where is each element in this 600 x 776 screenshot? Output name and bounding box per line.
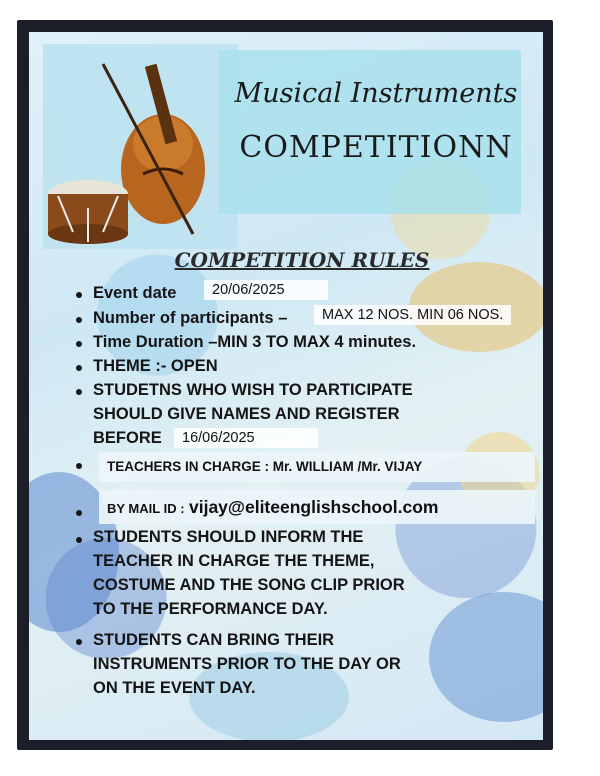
instruments-illustration	[43, 44, 238, 249]
poster-title-line2: COMPETITIONN	[239, 130, 513, 165]
participants-value: MAX 12 NOS. MIN 06 NOS.	[314, 305, 511, 325]
bring-line-1: STUDENTS CAN BRING THEIR	[93, 631, 335, 649]
bullet	[76, 537, 82, 543]
bullet	[76, 365, 82, 371]
bullet	[76, 639, 82, 645]
time-duration: Time Duration –MIN 3 TO MAX 4 minutes.	[93, 333, 417, 351]
bullet	[76, 341, 82, 347]
bullet	[76, 510, 82, 516]
register-line-1: STUDETNS WHO WISH TO PARTICIPATE	[93, 381, 413, 399]
mail-box	[99, 490, 535, 524]
bring-line-2: INSTRUMENTS PRIOR TO THE DAY OR	[93, 655, 401, 673]
inform-line-2: TEACHER IN CHARGE THE THEME,	[93, 552, 375, 570]
register-before-value: 16/06/2025	[174, 428, 318, 448]
inform-line-4: TO THE PERFORMANCE DAY.	[93, 600, 328, 618]
bullet	[76, 389, 82, 395]
title-box	[219, 50, 521, 214]
event-date-value: 20/06/2025	[204, 280, 328, 300]
bullet	[76, 292, 82, 298]
bullet	[76, 463, 82, 469]
event-date-label: Event date	[93, 284, 177, 302]
inform-line-3: COSTUME AND THE SONG CLIP PRIOR	[93, 576, 405, 594]
inform-line-1: STUDENTS SHOULD INFORM THE	[93, 528, 364, 546]
bullet	[76, 317, 82, 323]
teachers-in-charge: TEACHERS IN CHARGE : Mr. WILLIAM /Mr. VIJAY	[99, 452, 535, 482]
poster-title-line1: Musical Instruments	[234, 78, 518, 109]
bring-line-3: ON THE EVENT DAY.	[93, 679, 256, 697]
register-before-label: BEFORE	[93, 429, 162, 447]
mail-label: BY MAIL ID :	[107, 501, 185, 516]
rules-heading: COMPETITION RULES	[174, 248, 430, 272]
poster	[29, 32, 543, 740]
participants-label: Number of participants –	[93, 309, 288, 327]
decor-shape	[429, 592, 543, 722]
theme: THEME :- OPEN	[93, 357, 218, 375]
mail-id: vijay@eliteenglishschool.com	[188, 497, 439, 517]
register-line-2: SHOULD GIVE NAMES AND REGISTER	[93, 405, 400, 423]
drum-icon	[48, 180, 128, 244]
